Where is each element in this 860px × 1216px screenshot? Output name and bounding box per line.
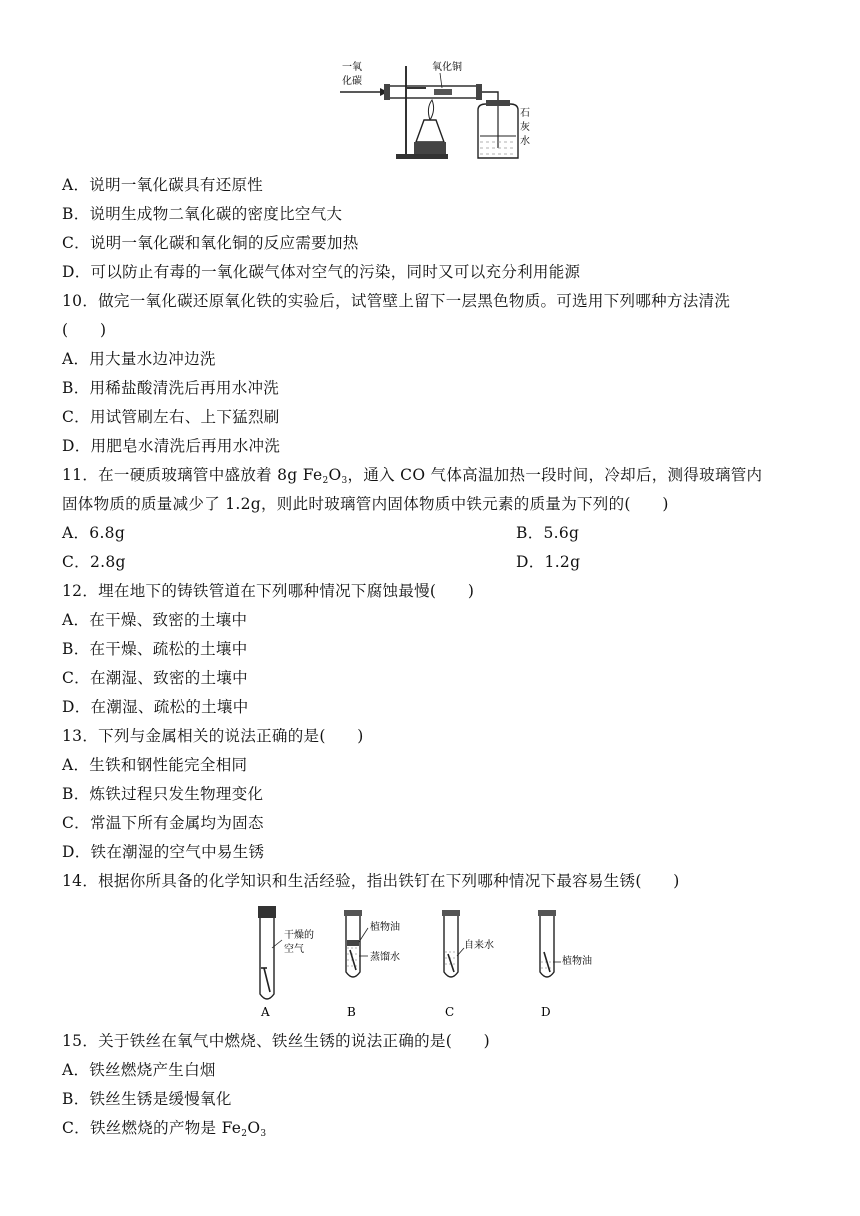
q15-sub-2: 2	[241, 1129, 248, 1139]
q10-stem: 10．做完一氧化碳还原氧化铁的实验后，试管壁上留下一层黑色物质。可选用下列哪种方法清洗	[62, 292, 731, 310]
q13-option-c: C．常温下所有金属均为固态	[62, 814, 264, 832]
label-oil-b: 植物油	[370, 922, 400, 933]
test-tubes-figure	[248, 902, 618, 1022]
q11-oxygen: O	[328, 466, 342, 484]
label-tap-water: 自来水	[464, 940, 494, 951]
label-lime-3: 水	[520, 136, 530, 147]
q15-option-a: A．铁丝燃烧产生白烟	[62, 1061, 216, 1079]
tube-b-label: B	[347, 1005, 356, 1019]
q12-option-d: D．在潮湿、疏松的土壤中	[62, 698, 249, 716]
q15-stem: 15．关于铁丝在氧气中燃烧、铁丝生锈的说法正确的是( )	[62, 1032, 491, 1050]
q11-option-d: D．1.2g	[516, 553, 581, 571]
label-distilled-water: 蒸馏水	[370, 952, 400, 963]
q12-option-b: B．在干燥、疏松的土壤中	[62, 640, 248, 658]
q9-option-b: B．说明生成物二氧化碳的密度比空气大	[62, 205, 343, 223]
q11-stem-post: ，通入 CO 气体高温加热一段时间，冷却后，测得玻璃管内	[347, 466, 763, 484]
q15-option-c	[62, 1117, 266, 1139]
tube-a-label: A	[261, 1005, 270, 1019]
q10-option-b: B．用稀盐酸清洗后再用水冲洗	[62, 379, 280, 397]
q11-stem-line2: 固体物质的质量减少了 1.2g，则此时玻璃管内固体物质中铁元素的质量为下列的( )	[62, 495, 669, 513]
q10-option-c: C．用试管刷左右、上下猛烈刷	[62, 408, 280, 426]
q10-option-d: D．用肥皂水清洗后再用水冲洗	[62, 437, 281, 455]
q15-option-c-pre: C．铁丝燃烧的产物是 Fe	[62, 1119, 242, 1137]
q15-oxygen: O	[247, 1119, 261, 1137]
q13-option-b: B．炼铁过程只发生物理变化	[62, 785, 264, 803]
q12-option-a: A．在干燥、致密的土壤中	[62, 611, 248, 629]
q9-option-a: A．说明一氧化碳具有还原性	[62, 176, 264, 194]
q11-sub-3: 3	[341, 476, 348, 486]
q15-sub-3: 3	[260, 1129, 267, 1139]
q11-stem-line1	[62, 464, 762, 486]
label-lime-2: 灰	[520, 122, 530, 133]
label-cuo: 氧化铜	[432, 62, 462, 73]
q15-option-b: B．铁丝生锈是缓慢氧化	[62, 1090, 232, 1108]
q13-option-a: A．生铁和钢性能完全相同	[62, 756, 248, 774]
tube-c-label: C	[445, 1005, 455, 1019]
q11-option-a: A．6.8g	[62, 524, 126, 542]
q10-answer-paren: ( )	[62, 321, 107, 339]
label-dry-air-1: 干燥的	[284, 930, 314, 941]
q12-option-c: C．在潮湿、致密的土壤中	[62, 669, 248, 687]
label-lime-1: 石	[520, 108, 530, 119]
label-co-1: 一氧	[342, 62, 362, 73]
q11-sub-2: 2	[322, 476, 329, 486]
q13-option-d: D．铁在潮湿的空气中易生锈	[62, 843, 265, 861]
q13-stem: 13．下列与金属相关的说法正确的是( )	[62, 727, 364, 745]
q11-option-c: C．2.8g	[62, 553, 126, 571]
co-reduction-apparatus-figure	[340, 58, 530, 164]
q11-stem-pre: 11．在一硬质玻璃管中盛放着 8g Fe	[62, 466, 323, 484]
q12-stem: 12．埋在地下的铸铁管道在下列哪种情况下腐蚀最慢( )	[62, 582, 475, 600]
tube-d-label: D	[541, 1005, 551, 1019]
label-oil-d: 植物油	[562, 956, 592, 967]
label-co-2: 化碳	[342, 76, 362, 87]
q9-option-d: D．可以防止有毒的一氧化碳气体对空气的污染，同时又可以充分利用能源	[62, 263, 581, 281]
label-dry-air-2: 空气	[284, 944, 304, 955]
q10-option-a: A．用大量水边冲边洗	[62, 350, 216, 368]
q14-stem: 14．根据你所具备的化学知识和生活经验，指出铁钉在下列哪种情况下最容易生锈( )	[62, 872, 680, 890]
q11-option-b: B．5.6g	[516, 524, 580, 542]
q9-option-c: C．说明一氧化碳和氧化铜的反应需要加热	[62, 234, 359, 252]
